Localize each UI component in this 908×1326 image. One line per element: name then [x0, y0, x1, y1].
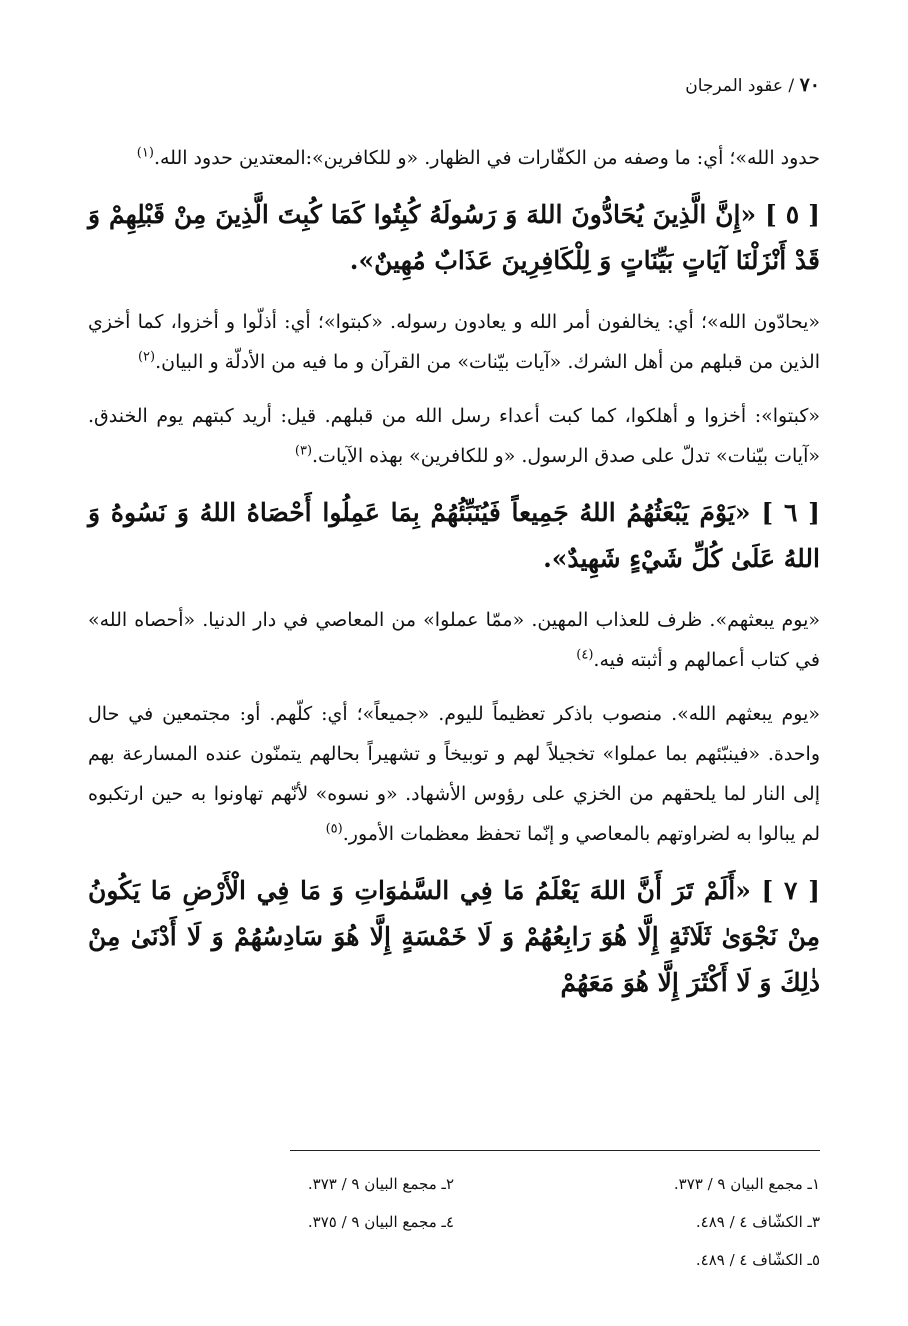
footnote-1: ١ـ مجمع البيان ٩ / ٣٧٣.	[673, 1175, 820, 1193]
footnotes	[88, 1172, 820, 1272]
commentary-paragraph	[88, 138, 820, 178]
footnote-ref: (١)	[136, 145, 154, 161]
footnote-divider	[290, 1150, 820, 1151]
footnote-3: ٣ـ الكشّاف ٤ / ٤٨٩.	[695, 1213, 820, 1231]
header-separator: /	[783, 76, 800, 96]
verse-text: [ ٧ ] «أَلَمْ تَرَ أَنَّ اللهَ يَعْلَمُ مَا فِي السَّمٰوَاتِ وَ مَا فِي الْأَرْضِ مَا يَكُونُ مِنْ نَجْوَىٰ ثَلَاثَةٍ إِلَّا هُوَ رَابِعُهُمْ وَ لَا خَمْسَةٍ إِلَّا هُوَ سَادِسُهُمْ وَ لَا أَدْنَىٰ مِنْ ذٰلِكَ وَ لَا أَكْثَرَ إِلَّا هُوَ مَعَهُمْ	[88, 876, 820, 997]
footnote-2: ٢ـ مجمع البيان ٩ / ٣٧٣.	[307, 1175, 454, 1193]
paragraph-text: «كبتوا»: أخزوا و أهلكوا، كما كبت أعداء رسل الله من قبلهم. قيل: أريد كبتهم يوم الخندق. «آيات بيّنات» تدلّ على صدق الرسول. «و للكافرين» بهذه الآيات.	[88, 405, 820, 467]
footnote-ref: (٢)	[137, 349, 156, 365]
quran-verse	[88, 490, 820, 582]
commentary-paragraph	[88, 302, 820, 382]
commentary-paragraph	[88, 600, 820, 680]
footnote-ref: (٥)	[325, 821, 343, 837]
paragraph-text: «يحادّون الله»؛ أي: يخالفون أمر الله و يعادون رسوله. «كبتوا»؛ أي: أذلّوا و أخزوا، كما أخزي الذين من قبلهم من أهل الشرك. «آيات بيّنات» من القرآن و ما فيه من الأدلّة و البيان.	[88, 311, 820, 373]
footnote-4: ٤ـ مجمع البيان ٩ / ٣٧٥.	[307, 1213, 454, 1231]
footnote-ref: (٣)	[294, 443, 313, 459]
verse-text: [ ٥ ] «إِنَّ الَّذِينَ يُحَادُّونَ اللهَ وَ رَسُولَهُ كُبِتُوا كَمَا كُبِتَ الَّذِينَ مِنْ قَبْلِهِمْ وَ قَدْ أَنْزَلْنَا آيَاتٍ بَيِّنَاتٍ وَ لِلْكَافِرِينَ عَذَابٌ مُهِينٌ».	[88, 200, 820, 275]
book-title: عقود المرجان	[685, 76, 784, 96]
footnote-ref: (٤)	[576, 647, 594, 663]
paragraph-text: حدود الله»؛ أي: ما وصفه من الكفّارات في الظهار. «و للكافرين»:المعتدين حدود الله.	[153, 147, 820, 169]
paragraph-text: «يوم يبعثهم الله». منصوب باذكر تعظيماً لليوم. «جميعاً»؛ أي: كلّهم. أو: مجتمعين في حال واحدة. «فينبّئهم بما عملوا» تخجيلاً لهم و توبيخاً و تشهيراً بحالهم يتمنّون عنده المسارعة بهم إلى النار لما يلحقهم من الخزي على رؤوس الأشهاد. «و نسوه» لأنّهم تهاونوا به حين ارتكبوه لم يبالوا به لضراوتهم بالمعاصي و إنّما تحفظ معظمات الأمور.	[88, 703, 820, 845]
footnote-5: ٥ـ الكشّاف ٤ / ٤٨٩.	[695, 1251, 820, 1269]
verse-text: [ ٦ ] «يَوْمَ يَبْعَثُهُمُ اللهُ جَمِيعاً فَيُنَبِّئُهُمْ بِمَا عَمِلُوا أَحْصَاهُ اللهُ وَ نَسُوهُ وَ اللهُ عَلَىٰ كُلِّ شَيْءٍ شَهِيدٌ».	[88, 498, 820, 573]
commentary-paragraph	[88, 396, 820, 476]
page-number: ٧٠	[799, 74, 820, 96]
page-body	[88, 138, 820, 1024]
paragraph-text: «يوم يبعثهم». ظرف للعذاب المهين. «ممّا عملوا» من المعاصي في دار الدنيا. «أحصاه الله» في كتاب أعمالهم و أثبته فيه.	[88, 609, 820, 671]
quran-verse	[88, 868, 820, 1006]
page-header	[88, 74, 820, 96]
quran-verse	[88, 192, 820, 284]
commentary-paragraph	[88, 694, 820, 854]
